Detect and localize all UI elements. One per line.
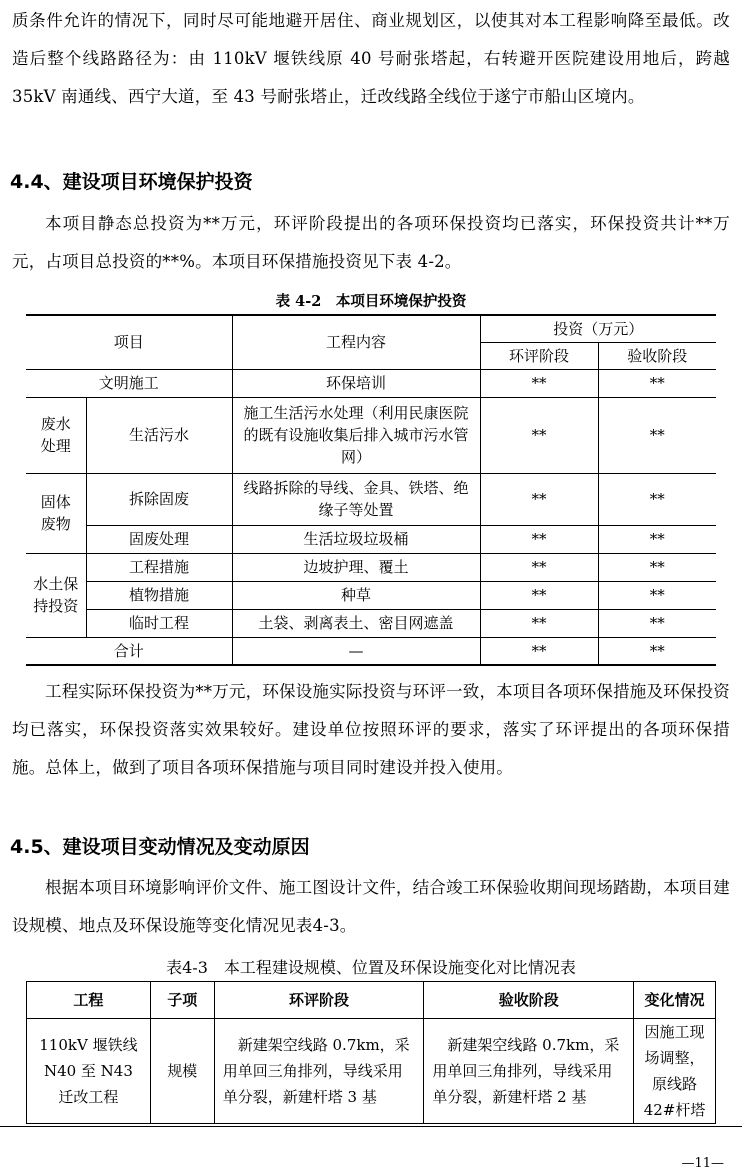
header-subitem: 子项 bbox=[150, 982, 214, 1019]
section-4-4-paragraph: 本项目静态总投资为**万元，环评阶段提出的各项环保投资均已落实，环保投资共计**万元，占项目总投资的**%。本项目环保措施投资见下表 4-2。 bbox=[12, 214, 730, 271]
header-content: 工程内容 bbox=[232, 315, 480, 369]
table-4-2-caption: 表 4-2 本项目环境保护投资 bbox=[275, 293, 467, 310]
investment-table bbox=[26, 314, 716, 666]
table-row: 固体废物 拆除固废 线路拆除的导线、金具、铁塔、绝缘子等处置 ** ** bbox=[26, 473, 716, 525]
header-item: 项目 bbox=[26, 315, 232, 369]
header-change: 变化情况 bbox=[634, 982, 716, 1019]
page-bottom-rule bbox=[0, 1126, 742, 1127]
header-acceptance-stage: 验收阶段 bbox=[424, 982, 634, 1019]
header-investment: 投资（万元） bbox=[480, 315, 716, 342]
table-row: 水土保持投资 工程措施 边坡护理、覆土 ** ** bbox=[26, 553, 716, 581]
header-acceptance: 验收阶段 bbox=[598, 342, 716, 369]
table-row: 110kV 堰铁线 N40 至 N43 迁改工程 规模 新建架空线路 0.7km，采用单回三角排列，导线采用单分裂，新建杆塔 3 基 新建架空线路 0.7km，采用单回三角排列，导线采用单分裂，新建杆塔 2 基 因施工现场调整，原线路 42#杆塔 bbox=[27, 1019, 716, 1124]
change-comparison-table bbox=[26, 981, 716, 1124]
header-eia: 环评阶段 bbox=[480, 342, 598, 369]
table-row: 临时工程 土袋、剥离表土、密目网遮盖 ** ** bbox=[26, 609, 716, 637]
intro-paragraph: 质条件允许的情况下，同时尽可能地避开居住、商业规划区，以使其对本工程影响降至最低。改造后整个线路路径为：由 110kV 堰铁线原 40 号耐张塔起，右转避开医院建设用地后，跨越 35kV 南通线、西宁大道，至 43 号耐张塔止，迁改线路全线位于遂宁市船山区境内。 bbox=[12, 11, 730, 106]
table-row: 废水处理 生活污水 施工生活污水处理（利用民康医院的既有设施收集后排入城市污水管网） ** ** bbox=[26, 397, 716, 473]
section-4-5-paragraph: 根据本项目环境影响评价文件、施工图设计文件，结合竣工环保验收期间现场踏勘，本项目建设规模、地点及环保设施等变化情况见表4-3。 bbox=[12, 878, 730, 935]
header-project: 工程 bbox=[27, 982, 151, 1019]
after-table-paragraph: 工程实际环保投资为**万元，环保设施实际投资与环评一致，本项目各项环保措施及环保投资均已落实，环保投资落实效果较好。建设单位按照环评的要求，落实了环评提出的各项环保措施。总体上，做到了项目各项环保措施与项目同时建设并投入使用。 bbox=[12, 682, 730, 777]
section-4-4-heading: 4.4、建设项目环境保护投资 bbox=[10, 171, 253, 193]
table-row: 植物措施 种草 ** ** bbox=[26, 581, 716, 609]
page-number: —11— bbox=[681, 1156, 724, 1171]
table-4-3-caption: 表4-3 本工程建设规模、位置及环保设施变化对比情况表 bbox=[166, 958, 576, 977]
table-row: 固废处理 生活垃圾垃圾桶 ** ** bbox=[26, 525, 716, 553]
table-total-row: 合计 — ** ** bbox=[26, 637, 716, 665]
header-eia-stage: 环评阶段 bbox=[214, 982, 424, 1019]
section-4-5-heading: 4.5、建设项目变动情况及变动原因 bbox=[10, 836, 310, 858]
table-row: 文明施工 环保培训 ** ** bbox=[26, 369, 716, 397]
